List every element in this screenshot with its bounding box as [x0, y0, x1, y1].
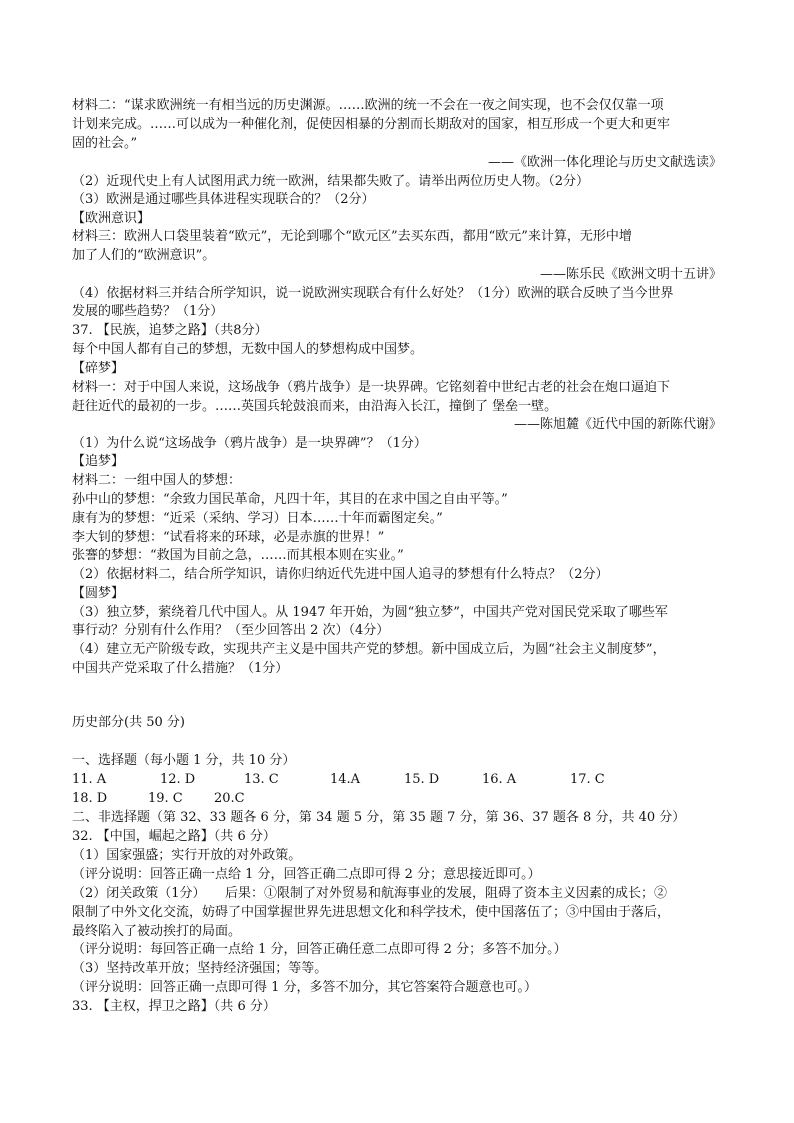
choice-answer: 12. D — [160, 772, 196, 787]
material-one-line-2: 赶往近代的最初的一步。……英国兵轮鼓浪而来，由沿海入长江，撞倒了 堡垒一壁。 — [72, 399, 558, 414]
material-two-line-2: 计划来完成。……可以成为一种催化剂，促使因相暴的分割而长期敌对的国家，相互形成一个更大和更牢 — [72, 117, 671, 132]
material-two-line-1: 材料二：“谋求欧洲统一有相当远的历史渊源。……欧洲的统一不会在一夜之间实现，也不会仅仅靠一项 — [72, 98, 664, 113]
choice-answer: 11. A — [72, 772, 107, 787]
choice-answer: 20.C — [214, 791, 245, 806]
choice-answer: 16. A — [482, 772, 517, 787]
material-one-line-1: 材料一：对于中国人来说，这场战争（鸦片战争）是一块界碑。它铭刻着中世纪古老的社会在炮口逼迫下 — [72, 380, 671, 395]
choice-answer: 13. C — [244, 772, 279, 787]
answer-32-2-line-1: （2）闭关政策（1分） 后果：①限制了对外贸易和航海事业的发展，阻碍了资本主义因素的成长；② — [72, 886, 668, 901]
answer-32-title: 32. 【中国，崛起之路】（共 6 分） — [72, 829, 276, 844]
question-3-europe: （3）欧洲是通过哪些具体进程实现联合的？（2分） — [72, 192, 375, 207]
answer-32-1-note: （评分说明：回答正确一点给 1 分，回答正确二点即可得 2 分；意思接近即可。） — [72, 867, 541, 882]
section-fulfil-dream: 【圆梦】 — [72, 586, 125, 601]
choice-answers-row-1 — [72, 771, 722, 789]
question-4-europe-line-1: （4）依据材料三并结合所学知识，说一说欧洲实现联合有什么好处？（1分）欧洲的联合反映了当今世界 — [72, 286, 674, 301]
choice-answer: 14.A — [330, 772, 361, 787]
question-37-title: 37. 【民族，追梦之路】（共8分） — [72, 323, 268, 338]
material-three-line-1: 材料三：欧洲人口袋里装着“欧元”，无论到哪个“欧元区”去买东西，都用“欧元”来计算，无形中增 — [72, 229, 632, 244]
answer-32-3: （3）坚持改革开放；坚持经济强国；等等。 — [72, 961, 328, 976]
choice-answers-row-2 — [72, 790, 722, 808]
answer-32-3-note: （评分说明：回答正确一点即可得 1 分，多答不加分，其它答案符合题意也可。） — [72, 980, 538, 995]
choice-answer: 15. D — [404, 772, 440, 787]
question-37-4-line-2: 中国共产党采取了什么措施？（1分） — [72, 661, 289, 676]
material-two-source: ——《欧洲一体化理论与历史文献选读》 — [487, 155, 722, 170]
section-european-consciousness: 【欧洲意识】 — [72, 211, 151, 226]
answer-32-1: （1）国家强盛；实行开放的对外政策。 — [72, 848, 302, 863]
question-4-europe-line-2: 发展的哪些趋势？（1分） — [72, 304, 224, 319]
dream-sun-zhongshan: 孙中山的梦想：“余致力国民革命，凡四十年，其目的在求中国之自由平等。” — [72, 492, 508, 507]
choice-answer: 19. C — [148, 791, 183, 806]
question-2-europe: （2）近现代史上有人试图用武力统一欧洲，结果都失败了。请举出两位历史人物。（2分） — [72, 174, 590, 189]
material-one-source: ——陈旭麓《近代中国的新陈代谢》 — [513, 417, 722, 432]
dream-zhang-jian: 张謇的梦想：“救国为目前之急，……而其根本则在实业。” — [72, 548, 404, 563]
dream-kang-youwei: 康有为的梦想：“近采（采纳、学习）日本……十年而霸图定矣。” — [72, 511, 443, 526]
material-three-line-2: 加了人们的“欧洲意识”。 — [72, 248, 216, 263]
question-37-intro: 每个中国人都有自己的梦想，无数中国人的梦想构成中国梦。 — [72, 342, 424, 357]
answer-32-2-note: （评分说明：每回答正确一点给 1 分，回答正确任意二点即可得 2 分；多答不加分。） — [72, 942, 567, 957]
question-37-2: （2）依据材料二，结合所学知识，请你归纳近代先进中国人追寻的梦想有什么特点？（2分） — [72, 567, 609, 582]
question-37-3-line-1: （3）独立梦，萦绕着几代中国人。从 1947 年开始，为圆“独立梦”，中国共产党对国民党采取了哪些军 — [72, 605, 668, 620]
question-37-3-line-2: 事行动？分别有什么作用？（至少回答出 2 次）（4分） — [72, 623, 390, 638]
answer-33-title: 33. 【主权，捍卫之路】（共 6 分） — [72, 999, 276, 1014]
answer-32-2-line-3: 最终陷入了被动挨打的局面。 — [72, 924, 242, 939]
section-chase-dream: 【追梦】 — [72, 454, 125, 469]
answers-section-choice: 一、选择题（每小题 1 分，共 10 分） — [72, 753, 296, 768]
section-broken-dream: 【碎梦】 — [72, 361, 125, 376]
dream-li-dazhao: 李大钊的梦想：“试看将来的环球，必是赤旗的世界！” — [72, 530, 385, 545]
material-three-source: ——陈乐民《欧洲文明十五讲》 — [539, 267, 722, 282]
material-two-dreams: 材料二：一组中国人的梦想： — [72, 473, 242, 488]
choice-answer: 18. D — [72, 791, 108, 806]
answers-section-non-choice: 二、非选择题（第 32、33 题各 6 分，第 34 题 5 分，第 35 题 7 分，第 36、37 题各 8 分，共 40 分） — [72, 810, 686, 825]
answers-heading: 历史部分(共 50 分) — [72, 715, 185, 730]
question-37-1: （1）为什么说“这场战争（鸦片战争）是一块界碑”？（1分） — [72, 436, 427, 451]
choice-answer: 17. C — [570, 772, 605, 787]
answer-32-2-line-2: 限制了中外文化交流，妨碍了中国掌握世界先进思想文化和科学技术，使中国落伍了；③中国由于落后， — [72, 905, 671, 920]
question-37-4-line-1: （4）建立无产阶级专政，实现共产主义是中国共产党的梦想。新中国成立后，为圆“社会主义制度梦”， — [72, 642, 666, 657]
material-two-line-3: 固的社会。” — [72, 136, 138, 151]
